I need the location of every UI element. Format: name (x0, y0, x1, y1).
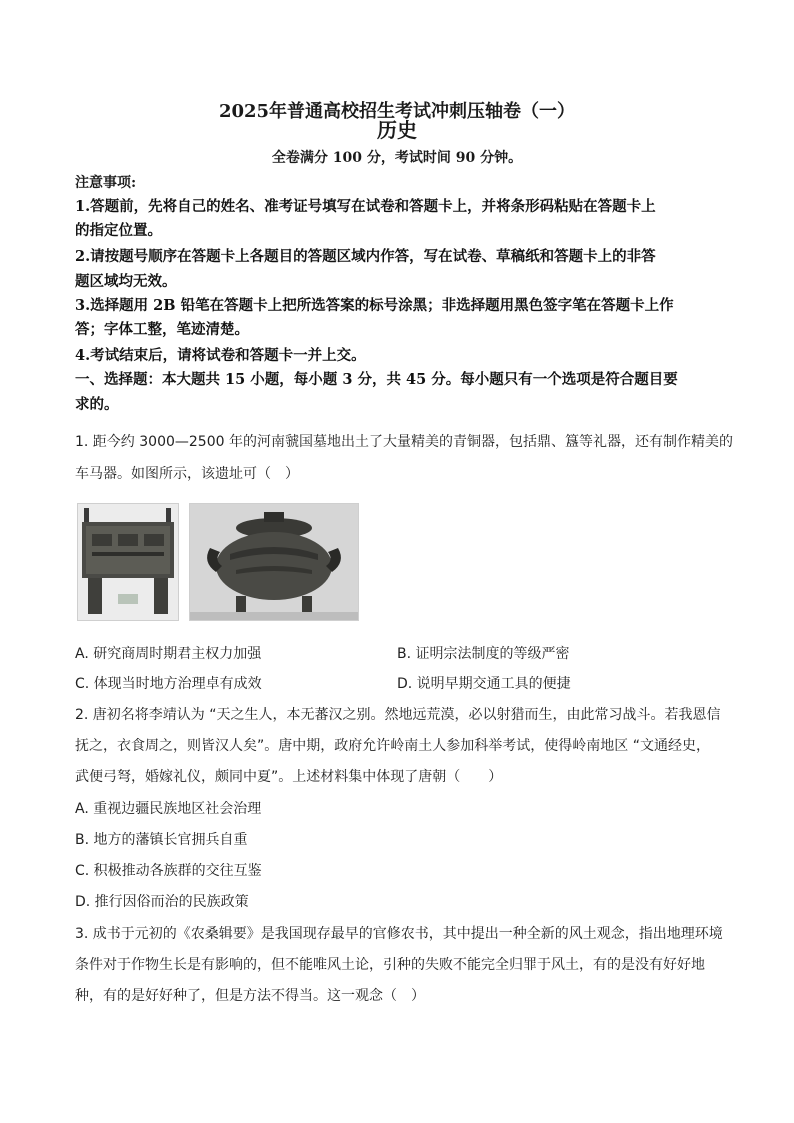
question-1-option-a: A. 研究商周时期君主权力加强 (75, 646, 262, 662)
question-2-option-d: D. 推行因俗而治的民族政策 (75, 894, 249, 910)
question-1-text: 1. 距今约 3000—2500 年的河南虢国墓地出土了大量精美的青铜器，包括鼎、簋等礼器，还有制作精美的 (75, 434, 733, 450)
exam-title: 2025年普通高校招生考试冲刺压轴卷（一） (218, 101, 576, 122)
bronze-gui-photo (189, 503, 359, 621)
section-heading-line: 一、选择题：本大题共 15 小题，每小题 3 分，共 45 分。每小题只有一个选项是符合题目要 (75, 371, 678, 388)
notice-line: 的指定位置。 (75, 222, 162, 239)
notice-line: 4.考试结束后，请将试卷和答题卡一并上交。 (75, 347, 366, 364)
section-heading-line: 求的。 (75, 396, 119, 413)
notice-line: 1.答题前，先将自己的姓名、准考证号填写在试卷和答题卡上，并将条形码粘贴在答题卡上 (75, 198, 656, 215)
question-1-option-d: D. 说明早期交通工具的便捷 (397, 676, 571, 692)
exam-info: 全卷满分 100 分，考试时间 90 分钟。 (271, 150, 523, 166)
notice-line: 答；字体工整，笔迹清楚。 (75, 321, 249, 338)
question-1-option-b: B. 证明宗法制度的等级严密 (397, 646, 570, 662)
question-3-text: 种，有的是好好种了，但是方法不得当。这一观念（ ） (75, 988, 425, 1004)
question-3-text: 条件对于作物生长是有影响的，但不能唯风土论，引种的失败不能完全归罪于风土，有的是没有好好地 (75, 957, 705, 973)
bronze-ding-photo (77, 503, 179, 621)
subject-title: 历史 (377, 118, 417, 142)
question-2-option-b: B. 地方的藩镇长官拥兵自重 (75, 832, 248, 848)
question-2-text: 2. 唐初名将李靖认为 “天之生人，本无蕃汉之别。然地远荒漠，必以射猎而生，由此常习战斗。若我恩信 (75, 707, 721, 723)
notice-heading: 注意事项: (75, 175, 137, 191)
notice-line: 2.请按题号顺序在答题卡上各题目的答题区域内作答，写在试卷、草稿纸和答题卡上的非答 (75, 248, 656, 265)
question-3-text: 3. 成书于元初的《农桑辑要》是我国现存最早的官修农书，其中提出一种全新的风土观念，指出地理环境 (75, 926, 723, 942)
question-2-option-a: A. 重视边疆民族地区社会治理 (75, 801, 262, 817)
question-2-option-c: C. 积极推动各族群的交往互鉴 (75, 863, 262, 879)
question-1-option-c: C. 体现当时地方治理卓有成效 (75, 676, 262, 692)
notice-line: 3.选择题用 2B 铅笔在答题卡上把所选答案的标号涂黑；非选择题用黑色签字笔在答题卡上作 (75, 297, 674, 314)
notice-line: 题区域均无效。 (75, 273, 177, 290)
question-2-text: 抚之，衣食周之，则皆汉人矣”。唐中期，政府允许岭南土人参加科举考试，使得岭南地区 “文通经史， (75, 738, 710, 754)
question-2-text: 武便弓弩，婚嫁礼仪，颇同中夏”。上述材料集中体现了唐朝（ ） (75, 769, 503, 785)
question-1-text: 车马器。如图所示，该遗址可（ ） (75, 466, 299, 482)
